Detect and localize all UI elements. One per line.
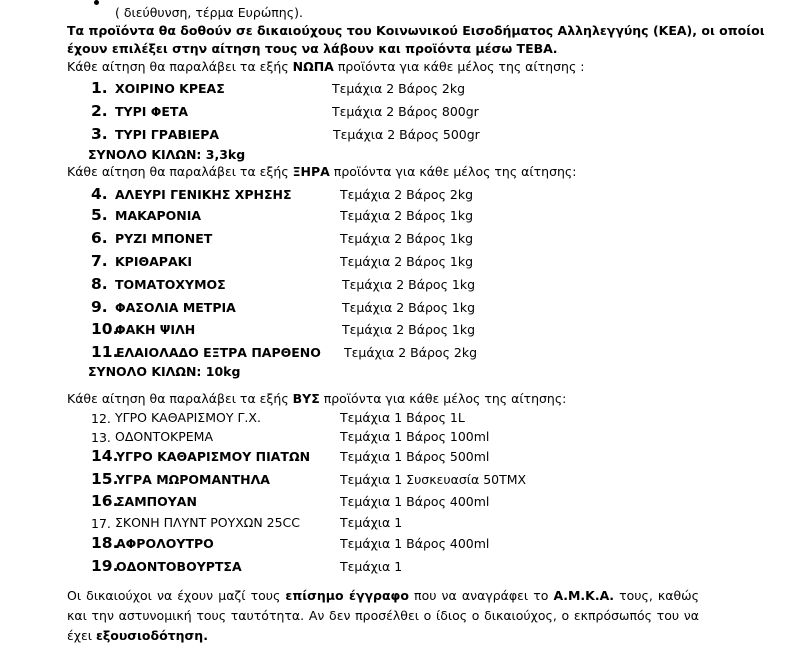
item-quantity: Τεμάχια 2 Βάρος 1kg (340, 208, 474, 223)
item-name: ΡΥΖΙ ΜΠΟΝΕΤ (115, 231, 213, 246)
item-number: 4. (91, 185, 108, 203)
item-quantity: Τεμάχια 1 Βάρος 1L (340, 410, 465, 425)
item-name: ΑΦΡΟΛΟΥΤΡΟ (116, 536, 214, 551)
hygiene-heading: Κάθε αίτηση θα παραλάβει τα εξής ΒΥΣ προϊόντα για κάθε μέλος της αίτησης: (67, 391, 567, 406)
item-number: 14. (91, 447, 119, 465)
item-number: 7. (91, 252, 108, 270)
item-quantity: Τεμάχια 2 Βάρος 1kg (340, 254, 474, 269)
item-quantity: Τεμάχια 2 Βάρος 1kg (340, 231, 474, 246)
item-name: ΥΓΡΟ ΚΑΘΑΡΙΣΜΟΥ Γ.Χ. (115, 410, 261, 425)
fresh-keyword: ΝΩΠΑ (292, 59, 334, 74)
item-number: 3. (91, 125, 108, 143)
item-number: 13. (91, 430, 111, 445)
item-number: 18. (91, 534, 119, 552)
item-name: ΟΔΟΝΤΟΒΟΥΡΤΣΑ (116, 559, 242, 574)
closing-paragraph: Οι δικαιούχοι να έχουν μαζί τους επίσημο έγγραφο που να αναγράφει το Α.Μ.Κ.Α. τους, καθώς και την αστυνομική τους ταυτότητα. Αν δεν προσέλθει ο ίδιος ο δικαιούχος, ο εκπρόσωπός του να έχει εξουσιοδότηση. (67, 588, 699, 643)
item-quantity: Τεμάχια 1 Βάρος 100ml (340, 429, 490, 444)
item-name: ΧΟΙΡΙΝΟ ΚΡΕΑΣ (115, 81, 225, 96)
intro-line-2: έχουν επιλέξει στην αίτηση τους να λάβουν και προϊόντα μέσω ΤΕΒΑ. (67, 41, 558, 56)
item-quantity: Τεμάχια 2 Βάρος 1kg (342, 322, 476, 337)
list-bullet (94, 0, 99, 5)
intro-line-1: Τα προϊόντα θα δοθούν σε δικαιούχους του Κοινωνικού Εισοδήματος Αλληλεγγύης (ΚΕΑ), οι οποίοι (67, 23, 765, 38)
item-name: ΤΥΡΙ ΦΕΤΑ (115, 104, 189, 119)
item-name: ΥΓΡΑ ΜΩΡΟΜΑΝΤΗΛΑ (116, 472, 270, 487)
item-number: 8. (91, 275, 108, 293)
item-quantity: Τεμάχια 1 Βάρος 400ml (340, 494, 490, 509)
address-fragment: ( διεύθυνση, τέρμα Ευρώπης). (115, 5, 303, 20)
item-quantity: Τεμάχια 1 (340, 559, 403, 574)
item-name: ΣΚΟΝΗ ΠΛΥΝΤ ΡΟΥΧΩΝ 25CC (115, 515, 301, 530)
item-name: ΦΑΚΗ ΨΙΛΗ (115, 322, 196, 337)
item-quantity: Τεμάχια 2 Βάρος 2kg (332, 81, 466, 96)
item-quantity: Τεμάχια 2 Βάρος 1kg (342, 277, 476, 292)
item-number: 17. (91, 516, 111, 531)
item-quantity: Τεμάχια 2 Βάρος 2kg (340, 187, 474, 202)
item-quantity: Τεμάχια 1 Βάρος 400ml (340, 536, 490, 551)
item-number: 5. (91, 206, 108, 224)
item-number: 15. (91, 470, 119, 488)
item-number: 1. (91, 79, 108, 97)
official-document-emphasis: επίσημο έγγραφο (285, 588, 409, 603)
item-number: 11. (91, 343, 119, 361)
item-name: ΕΛΑΙΟΛΑΔΟ ΕΞΤΡΑ ΠΑΡΘΕΝΟ (116, 345, 321, 360)
fresh-heading: Κάθε αίτηση θα παραλάβει τα εξής ΝΩΠΑ προϊόντα για κάθε μέλος της αίτησης : (67, 59, 585, 74)
item-quantity: Τεμάχια 2 Βάρος 800gr (332, 104, 479, 119)
dry-keyword: ΞΗΡΑ (292, 164, 330, 179)
item-number: 12. (91, 411, 111, 426)
item-name: ΑΛΕΥΡΙ ΓΕΝΙΚΗΣ ΧΡΗΣΗΣ (115, 187, 292, 202)
item-number: 19. (91, 557, 119, 575)
item-number: 2. (91, 102, 108, 120)
item-quantity: Τεμάχια 1 Βάρος 500ml (340, 449, 490, 464)
dry-heading: Κάθε αίτηση θα παραλάβει τα εξής ΞΗΡΑ προϊόντα για κάθε μέλος της αίτησης: (67, 164, 577, 179)
item-quantity: Τεμάχια 2 Βάρος 2kg (344, 345, 478, 360)
item-number: 16. (91, 492, 119, 510)
item-quantity: Τεμάχια 2 Βάρος 500gr (333, 127, 480, 142)
item-number: 10. (91, 320, 119, 338)
item-name: ΜΑΚΑΡΟΝΙΑ (115, 208, 202, 223)
authorization-emphasis: εξουσιοδότηση. (95, 628, 208, 643)
item-name: ΟΔΟΝΤΟΚΡΕΜΑ (115, 429, 214, 444)
item-name: ΤΟΜΑΤΟΧΥΜΟΣ (115, 277, 226, 292)
item-number: 6. (91, 229, 108, 247)
item-name: ΣΑΜΠΟΥΑΝ (116, 494, 197, 509)
item-name: ΦΑΣΟΛΙΑ ΜΕΤΡΙΑ (115, 300, 236, 315)
amka-emphasis: Α.Μ.Κ.Α. (553, 588, 614, 603)
item-name: ΥΓΡΟ ΚΑΘΑΡΙΣΜΟΥ ΠΙΑΤΩΝ (116, 449, 311, 464)
hygiene-keyword: ΒΥΣ (292, 391, 320, 406)
item-quantity: Τεμάχια 1 (340, 515, 403, 530)
fresh-total: ΣΥΝΟΛΟ ΚΙΛΩΝ: 3,3kg (88, 147, 246, 162)
dry-total: ΣΥΝΟΛΟ ΚΙΛΩΝ: 10kg (88, 364, 241, 379)
item-name: ΤΥΡΙ ΓΡΑΒΙΕΡΑ (115, 127, 220, 142)
item-quantity: Τεμάχια 2 Βάρος 1kg (342, 300, 476, 315)
item-quantity: Τεμάχια 1 Συσκευασία 50ΤΜΧ (340, 472, 527, 487)
item-number: 9. (91, 298, 108, 316)
item-name: ΚΡΙΘΑΡΑΚΙ (115, 254, 192, 269)
